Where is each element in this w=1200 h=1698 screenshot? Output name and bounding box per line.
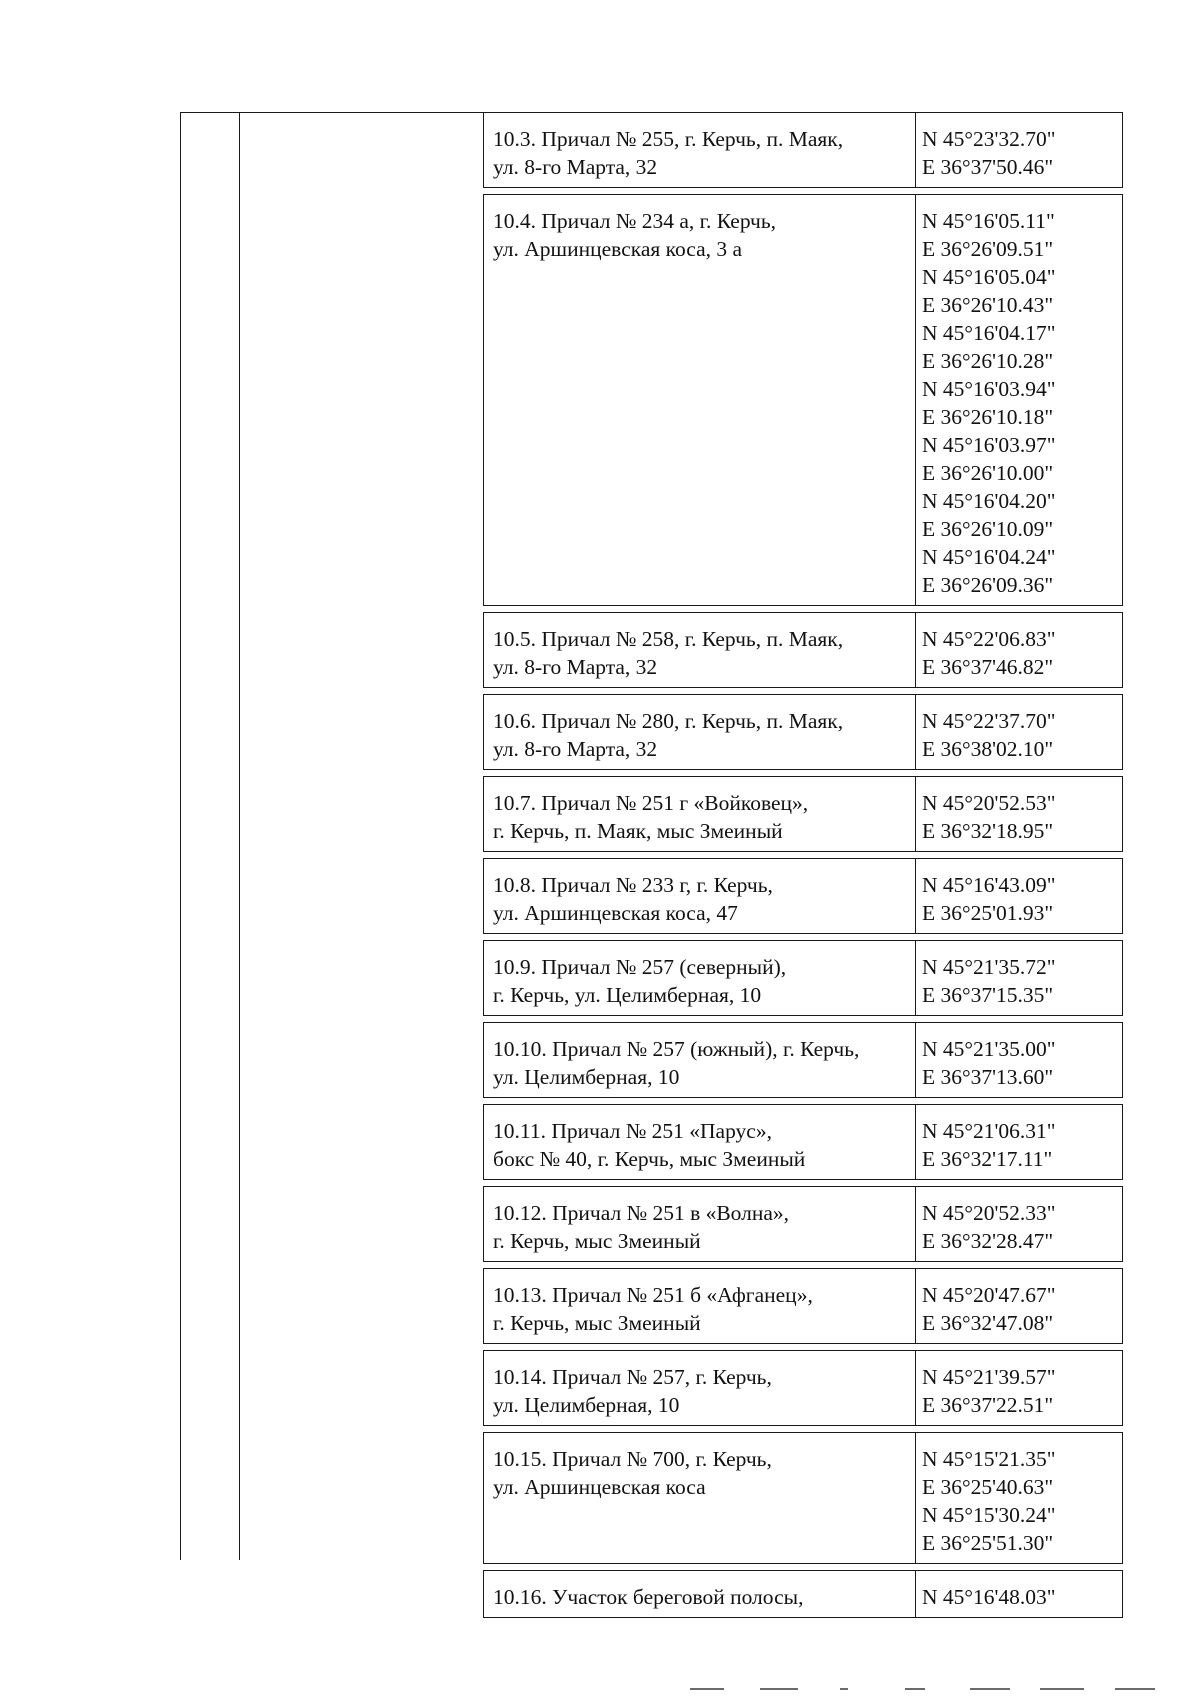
table-row [483, 612, 1123, 688]
coordinate-value: N 45°21'39.57" [922, 1365, 1056, 1389]
berth-description-line: 10.4. Причал № 234 а, г. Керчь, [493, 209, 777, 233]
berth-description-line: 10.8. Причал № 233 г, г. Керчь, [493, 873, 773, 897]
berth-description-line: г. Керчь, ул. Целимберная, 10 [493, 983, 762, 1007]
coordinate-value: N 45°16'05.11" [922, 209, 1055, 233]
berth-description-cell [484, 1571, 916, 1617]
coordinate-value: N 45°20'52.33" [922, 1201, 1056, 1225]
coordinates-cell [916, 1023, 1122, 1097]
table-row [483, 1432, 1123, 1564]
table-column-divider [239, 112, 240, 1560]
berth-description-line: бокс № 40, г. Керчь, мыс Змеиный [493, 1147, 806, 1171]
coordinate-value: N 45°20'52.53" [922, 791, 1056, 815]
table-row [483, 940, 1123, 1016]
berth-description-cell [484, 1269, 916, 1343]
coordinate-value: E 36°32'28.47" [922, 1229, 1054, 1253]
table-row [483, 858, 1123, 934]
berth-description-cell [484, 1023, 916, 1097]
coordinates-cell [916, 777, 1122, 851]
coordinate-value: E 36°25'01.93" [922, 901, 1054, 925]
berth-description-line: ул. Аршинцевская коса, 47 [493, 901, 738, 925]
coordinate-value: E 36°32'17.11" [922, 1147, 1053, 1171]
coordinates-cell [916, 1433, 1122, 1563]
coordinates-cell [916, 941, 1122, 1015]
coordinates-cell [916, 613, 1122, 687]
berth-description-line: 10.3. Причал № 255, г. Керчь, п. Маяк, [493, 127, 844, 151]
coordinates-cell [916, 113, 1122, 187]
berth-description-line: 10.9. Причал № 257 (северный), [493, 955, 787, 979]
coordinates-cell [916, 859, 1122, 933]
coordinate-value: N 45°20'47.67" [922, 1283, 1056, 1307]
coordinate-value: E 36°37'50.46" [922, 155, 1054, 179]
table-row [483, 194, 1123, 606]
table-row [483, 1570, 1123, 1618]
table-row [483, 1104, 1123, 1180]
berth-description-cell [484, 113, 916, 187]
coordinate-value: E 36°26'09.36" [922, 573, 1054, 597]
berth-description-line: ул. Целимберная, 10 [493, 1065, 680, 1089]
berth-description-cell [484, 1351, 916, 1425]
coordinate-value: N 45°15'30.24" [922, 1503, 1056, 1527]
coordinate-value: N 45°16'43.09" [922, 873, 1056, 897]
coordinate-value: N 45°22'37.70" [922, 709, 1056, 733]
coordinate-value: N 45°16'03.94" [922, 377, 1056, 401]
coordinate-value: N 45°21'35.72" [922, 955, 1056, 979]
table-row [483, 1268, 1123, 1344]
coordinates-table [483, 112, 1123, 1618]
berth-description-cell [484, 1433, 916, 1563]
coordinate-value: N 45°16'04.20" [922, 489, 1056, 513]
table-row [483, 694, 1123, 770]
berth-description-line: ул. Целимберная, 10 [493, 1393, 680, 1417]
berth-description-line: 10.10. Причал № 257 (южный), г. Керчь, [493, 1037, 860, 1061]
berth-description-line: 10.11. Причал № 251 «Парус», [493, 1119, 772, 1143]
berth-description-line: г. Керчь, мыс Змеиный [493, 1229, 701, 1253]
scan-artifacts [690, 1688, 1160, 1692]
berth-description-line: 10.16. Участок береговой полосы, [493, 1585, 804, 1609]
coordinate-value: N 45°21'06.31" [922, 1119, 1056, 1143]
coordinate-value: E 36°32'47.08" [922, 1311, 1054, 1335]
table-row [483, 112, 1123, 188]
berth-description-line: г. Керчь, п. Маяк, мыс Змеиный [493, 819, 783, 843]
table-top-border-left [180, 112, 483, 113]
berth-description-line: ул. Аршинцевская коса [493, 1475, 706, 1499]
coordinate-value: E 36°37'13.60" [922, 1065, 1054, 1089]
coordinate-value: N 45°16'03.97" [922, 433, 1056, 457]
coordinate-value: E 36°26'10.43" [922, 293, 1054, 317]
berth-description-line: г. Керчь, мыс Змеиный [493, 1311, 701, 1335]
coordinates-cell [916, 1351, 1122, 1425]
berth-description-cell [484, 695, 916, 769]
berth-description-cell [484, 1187, 916, 1261]
berth-description-cell [484, 613, 916, 687]
berth-description-line: ул. 8-го Марта, 32 [493, 155, 658, 179]
coordinate-value: E 36°37'22.51" [922, 1393, 1054, 1417]
coordinate-value: N 45°16'04.24" [922, 545, 1056, 569]
coordinates-cell [916, 1187, 1122, 1261]
berth-description-line: 10.5. Причал № 258, г. Керчь, п. Маяк, [493, 627, 844, 651]
berth-description-cell [484, 1105, 916, 1179]
berth-description-line: ул. 8-го Марта, 32 [493, 737, 658, 761]
coordinate-value: E 36°38'02.10" [922, 737, 1054, 761]
coordinates-cell [916, 1269, 1122, 1343]
coordinate-value: E 36°26'09.51" [922, 237, 1054, 261]
berth-description-line: ул. 8-го Марта, 32 [493, 655, 658, 679]
berth-description-cell [484, 777, 916, 851]
table-row [483, 1186, 1123, 1262]
coordinate-value: E 36°25'51.30" [922, 1531, 1054, 1555]
coordinate-value: E 36°25'40.63" [922, 1475, 1054, 1499]
berth-description-line: 10.13. Причал № 251 б «Афганец», [493, 1283, 813, 1307]
berth-description-line: ул. Аршинцевская коса, 3 а [493, 237, 743, 261]
coordinate-value: N 45°21'35.00" [922, 1037, 1056, 1061]
berth-description-line: 10.7. Причал № 251 г «Войковец», [493, 791, 809, 815]
coordinate-value: N 45°16'04.17" [922, 321, 1056, 345]
table-left-border [180, 112, 181, 1560]
coordinate-value: N 45°16'05.04" [922, 265, 1056, 289]
coordinate-value: E 36°37'15.35" [922, 983, 1054, 1007]
berth-description-line: 10.12. Причал № 251 в «Волна», [493, 1201, 790, 1225]
table-row [483, 776, 1123, 852]
table-row [483, 1022, 1123, 1098]
coordinate-value: N 45°22'06.83" [922, 627, 1056, 651]
berth-description-line: 10.15. Причал № 700, г. Керчь, [493, 1447, 772, 1471]
coordinate-value: E 36°26'10.18" [922, 405, 1054, 429]
berth-description-cell [484, 859, 916, 933]
coordinates-cell [916, 1105, 1122, 1179]
table-row [483, 1350, 1123, 1426]
coordinate-value: N 45°15'21.35" [922, 1447, 1056, 1471]
coordinate-value: E 36°26'10.00" [922, 461, 1054, 485]
coordinate-value: E 36°26'10.09" [922, 517, 1054, 541]
coordinates-cell [916, 695, 1122, 769]
berth-description-cell [484, 941, 916, 1015]
berth-description-line: 10.6. Причал № 280, г. Керчь, п. Маяк, [493, 709, 844, 733]
berth-description-line: 10.14. Причал № 257, г. Керчь, [493, 1365, 772, 1389]
coordinates-cell [916, 1571, 1122, 1617]
coordinate-value: E 36°32'18.95" [922, 819, 1054, 843]
coordinate-value: N 45°16'48.03" [922, 1585, 1056, 1609]
berth-description-cell [484, 195, 916, 605]
coordinate-value: E 36°26'10.28" [922, 349, 1054, 373]
coordinate-value: E 36°37'46.82" [922, 655, 1054, 679]
coordinate-value: N 45°23'32.70" [922, 127, 1056, 151]
coordinates-cell [916, 195, 1122, 605]
